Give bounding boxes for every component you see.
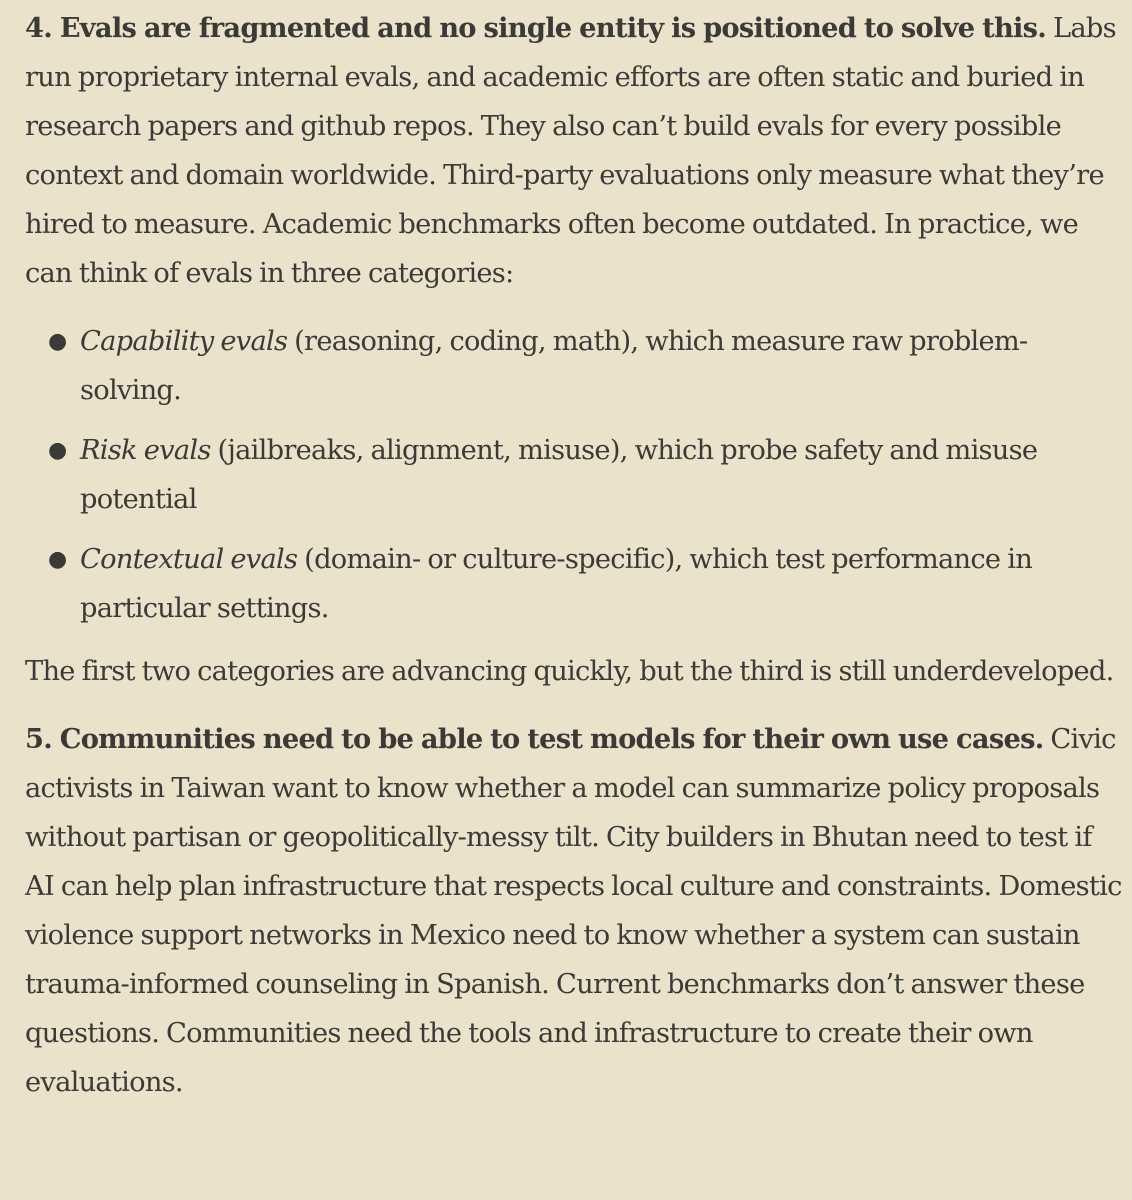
section-5-body: Civic activists in Taiwan want to know whether a model can summarize policy proposals without partisan or geopolitically-messy tilt. City builders in Bhutan need to test if AI can help plan infrastructure that respects local culture and constraints. Domestic violence support networks in Mexico need to know whether a system can sustain trauma-informed counseling in Spanish. Current benchmarks don’t answer these questions. Communities need the tools and infrastructure to create their own evaluations. bbox=[25, 724, 1122, 1098]
category-description: (domain- or culture-specific), which test performance in particular settings. bbox=[80, 544, 1033, 624]
section-5-heading: 5. Communities need to be able to test models for their own use cases. bbox=[25, 723, 1044, 755]
section-5-paragraph bbox=[25, 715, 1125, 1107]
bullet-icon: ● bbox=[48, 438, 67, 463]
bullet-icon: ● bbox=[48, 329, 67, 354]
section-4-body: Labs run proprietary internal evals, and academic efforts are often static and buried in research papers and github repos. They also can’t build evals for every possible context and domain worldwide. Third-party evaluations only measure what they’re hired to measure. Academic benchmarks often become outdated. In practice, we can think of evals in three categories: bbox=[25, 13, 1116, 289]
category-description: (jailbreaks, alignment, misuse), which probe safety and misuse potential bbox=[80, 435, 1038, 515]
section-4-heading: 4. Evals are fragmented and no single entity is positioned to solve this. bbox=[25, 12, 1047, 44]
summary-paragraph: The first two categories are advancing quickly, but the third is still underdeveloped. bbox=[25, 656, 1114, 687]
list-item bbox=[48, 535, 1125, 633]
bullet-icon: ● bbox=[48, 547, 67, 572]
category-name: Risk evals bbox=[80, 435, 211, 466]
list-item bbox=[48, 426, 1125, 524]
list-item bbox=[48, 317, 1125, 415]
category-description: (reasoning, coding, math), which measure raw problem-solving. bbox=[80, 326, 1028, 406]
category-name: Capability evals bbox=[80, 326, 288, 357]
category-name: Contextual evals bbox=[80, 544, 298, 575]
eval-categories-list bbox=[25, 317, 1125, 633]
section-4-paragraph bbox=[25, 4, 1125, 298]
